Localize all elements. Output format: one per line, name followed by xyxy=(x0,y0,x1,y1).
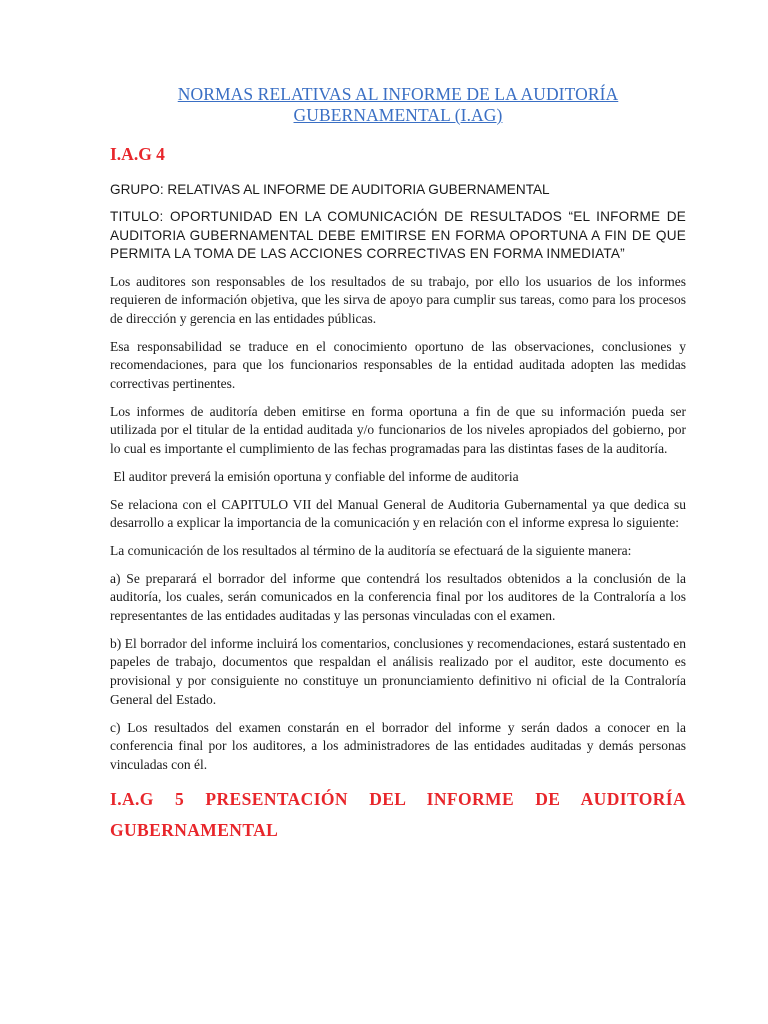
document-title xyxy=(110,84,686,126)
paragraph-comunicacion: La comunicación de los resultados al término de la auditoría se efectuará de la siguiente manera: xyxy=(110,542,632,558)
list-item-a: a) Se preparará el borrador del informe que contendrá los resultados obtenidos a la conclusión de la auditoría, los cuales, serán comunicados en la conferencia final por los auditores de la Contraloría a los representantes de las entidades auditadas y las personas vinculadas con el examen. xyxy=(110,570,686,624)
list-item-c: c) Los resultados del examen constarán en el borrador del informe y serán dados a conocer en la conferencia final por los auditores, a los administradores de las entidades auditadas y demás personas vinculadas con él. xyxy=(110,719,686,772)
document-title-line-1: NORMAS RELATIVAS AL INFORME DE LA AUDITORÍA xyxy=(177,84,619,104)
section-heading-iag4: I.A.G 4 xyxy=(110,144,165,164)
paragraph-responsables: Los auditores son responsables de los resultados de su trabajo, por ello los usuarios de los informes requieren de información objetiva, que les sirva de apoyo para cumplir sus tareas, como para los procesos de dirección y gerencia en las entidades públicas. xyxy=(110,273,686,326)
titulo-block: TITULO: OPORTUNIDAD EN LA COMUNICACIÓN DE RESULTADOS “EL INFORME DE AUDITORIA GUBERNAMENTAL DEBE EMITIRSE EN FORMA OPORTUNA A FIN DE QUE PERMITA LA TOMA DE LAS ACCIONES CORRECTIVAS EN FORMA INMEDIATA” xyxy=(110,209,686,261)
group-line: GRUPO: RELATIVAS AL INFORME DE AUDITORIA GUBERNAMENTAL xyxy=(110,182,550,197)
paragraph-auditor-prevera: El auditor preverá la emisión oportuna y confiable del informe de auditoria xyxy=(110,468,519,484)
document-page xyxy=(110,84,686,846)
paragraph-capitulo-vii: Se relaciona con el CAPITULO VII del Manual General de Auditoria Gubernamental ya que dedica su desarrollo a explicar la importancia de la comunicación y en relación con el informe expresa lo siguiente: xyxy=(110,496,686,531)
section-heading-iag5: I.A.G 5 PRESENTACIÓN DEL INFORME DE AUDITORÍA GUBERNAMENTAL xyxy=(110,788,686,840)
list-item-b: b) El borrador del informe incluirá los comentarios, conclusiones y recomendaciones, estará sustentado en papeles de trabajo, documentos que respaldan el análisis realizado por el auditor, este documento es provisional y por consiguiente no constituye un pronunciamiento definitivo ni oficial de la Contraloría General del Estado. xyxy=(110,635,686,707)
document-title-line-2: GUBERNAMENTAL (I.AG) xyxy=(293,105,503,125)
paragraph-informes-oportunos: Los informes de auditoría deben emitirse en forma oportuna a fin de que su información pueda ser utilizada por el titular de la entidad auditada y/o funcionarios de los niveles apropiados del gobierno, por lo cual es importante el cumplimiento de las fechas programadas para las distintas fases de la auditoría. xyxy=(110,403,686,457)
paragraph-responsabilidad: Esa responsabilidad se traduce en el conocimiento oportuno de las observaciones, conclusiones y recomendaciones, para que los funcionarios responsables de la entidad auditada adopten las medidas correctivas pertinentes. xyxy=(110,338,686,392)
